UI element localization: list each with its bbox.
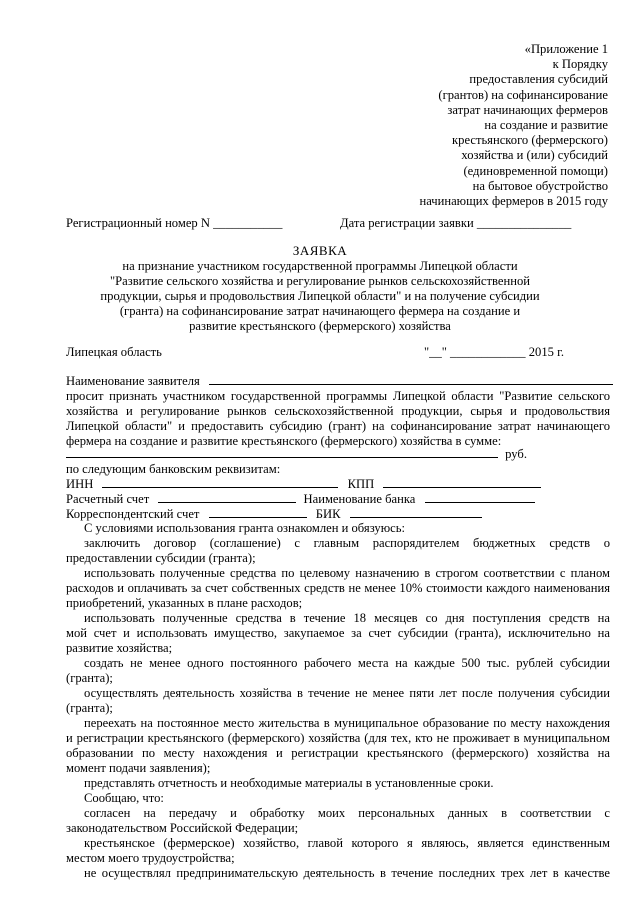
registration-number: Регистрационный номер N ___________ [66,216,283,230]
statement-line: крестьянское (фермерское) хозяйство, главой которого я являюсь, является единственным [84,836,610,850]
amount-row [66,447,527,462]
currency-label: руб. [505,447,527,461]
kpp-field[interactable] [383,477,541,488]
bank-name-field[interactable] [425,492,535,503]
applicant-label: Наименование заявителя [66,374,200,388]
inn-field[interactable] [102,477,338,488]
title-line: "Развитие сельского хозяйства и регулирование рынков сельскохозяйственной [110,274,530,288]
appendix-line: затрат начинающих фермеров [447,102,608,117]
condition-line: мой счет и использовать имущество, закупаемое за счет субсидии (гранта), исключительно на [66,626,610,640]
appendix-line: к Порядку [552,57,608,72]
appendix-line: хозяйства и (или) субсидий [461,148,608,163]
condition-line: использовать полученные средства в течение 18 месяцев со дня поступления средств на [84,611,610,625]
condition-line: создать не менее одного постоянного рабочего места на каждые 500 тыс. рублей субсидии [84,656,610,670]
appendix-line: «Приложение 1 [524,42,608,56]
condition-line: (гранта); [66,701,113,715]
corr-account-field[interactable] [209,507,307,518]
request-line: Липецкой области" и предоставить субсидию (грант) на софинансирование затрат начинающего [66,419,610,433]
application-date: "__" ____________ 2015 г. [424,345,564,359]
region: Липецкая область [66,345,162,359]
condition-line: расходов и оплачивать за счет собственных средств не менее 10% стоимости каждого наименования [66,581,610,595]
statement-line: не осуществлял предпринимательскую деятельность в течение последних трех лет в качестве [84,866,610,880]
condition-line: и регистрации крестьянского (фермерского) хозяйства (для тех, кто не проживает в муниципальном [66,731,610,745]
condition-line: момент подачи заявления); [66,761,211,775]
appendix-line: крестьянского (фермерского) [452,133,608,148]
account-row [66,492,535,507]
condition-line: (гранта); [66,671,113,685]
corr-account-label: Корреспондентский счет [66,507,200,521]
statement-line: местом моего трудоустройства; [66,851,235,865]
document-title: ЗАЯВКА [292,243,348,258]
appendix-line: на бытовое обустройство [472,178,608,193]
condition-line: осуществлять деятельность хозяйства в течение не менее пяти лет после получения субсидии [84,686,610,700]
applicant-name-field[interactable] [209,374,613,385]
title-line: продукции, сырья и продовольствия Липецкой области" и на получение субсидии [100,289,540,303]
condition-line: заключить договор (соглашение) с главным распорядителем бюджетных средств о [84,536,610,550]
appendix-line: (единовременной помощи) [463,163,608,178]
condition-line: переехать на постоянное место жительства в муниципальное образование по месту нахождения [84,716,610,730]
statement-line: согласен на передачу и обработку моих персональных данных в соответствии с [84,806,610,820]
condition-line: приобретений, указанных в плане расходов; [66,596,303,610]
appendix-line: на создание и развитие [484,118,608,133]
bik-field[interactable] [350,507,482,518]
appendix-line: предоставления субсидий [469,72,608,87]
conditions-intro: С условиями использования гранта ознакомлен и обязуюсь: [84,521,405,535]
condition-line: предоставлении субсидии (гранта); [66,551,256,565]
inn-kpp-row [66,477,541,492]
request-line: хозяйства и регулирование рынков сельскохозяйственной продукции, сырья и продовольствия [66,404,610,418]
bik-label: БИК [315,507,341,521]
condition-line: представлять отчетность и необходимые материалы в установленные сроки. [84,776,494,790]
title-line: на признание участником государственной программы Липецкой области [122,259,518,273]
amount-field[interactable] [66,447,498,458]
bank-intro: по следующим банковским реквизитам: [66,462,281,476]
condition-line: развитие хозяйства; [66,641,173,655]
condition-line: использовать полученные средства по целевому назначению в строгом соответствии с планом [84,566,610,580]
appendix-block [419,42,608,209]
condition-line: образовании по месту нахождения и регистрации крестьянского (фермерского) хозяйства на [66,746,610,760]
statements-intro: Сообщаю, что: [84,791,164,805]
appendix-line: (грантов) на софинансирование [438,87,608,102]
title-line: развитие крестьянского (фермерского) хозяйства [189,319,451,333]
statement-line: законодательством Российской Федерации; [66,821,299,835]
title-line: (гранта) на софинансирование затрат начинающего фермера на создание и [119,304,521,318]
kpp-label: КПП [347,477,375,491]
request-line: фермера на создание и развитие крестьянского (фермерского) хозяйства в сумме: [66,434,502,448]
account-label: Расчетный счет [66,492,150,506]
corr-bik-row [66,507,482,522]
account-field[interactable] [158,492,296,503]
request-line: просит признать участником государственной программы Липецкой области "Развитие сельского [66,389,610,403]
registration-date: Дата регистрации заявки _______________ [340,216,572,230]
appendix-line: начинающих фермеров в 2015 году [419,194,608,209]
inn-label: ИНН [66,477,94,491]
bank-name-label: Наименование банка [303,492,416,506]
applicant-row [66,374,613,389]
